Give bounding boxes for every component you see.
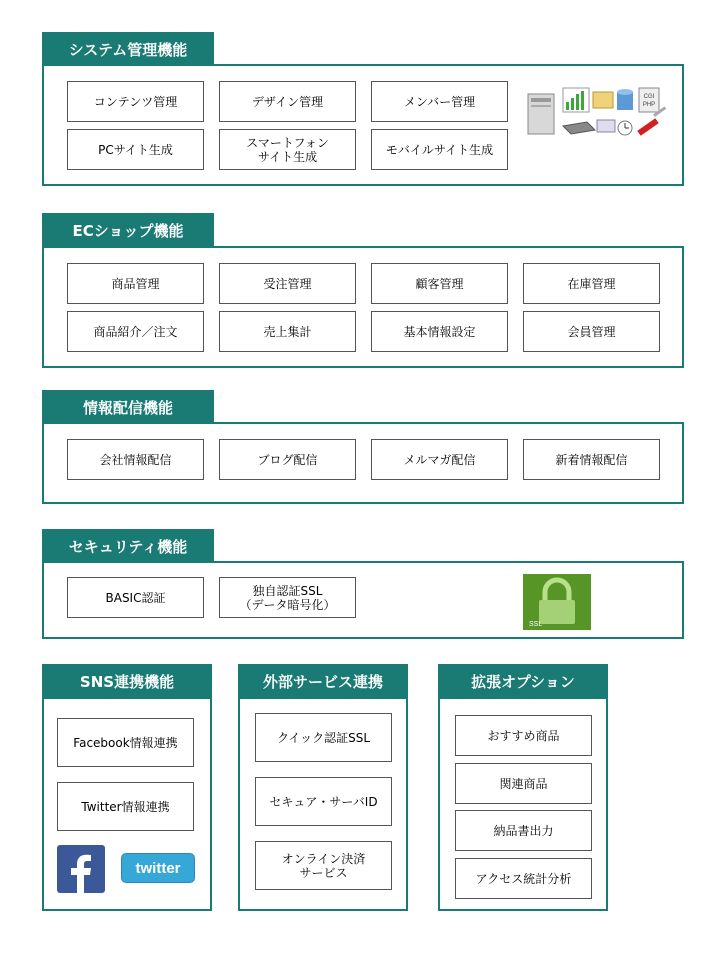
twitter-logo-text: twitter — [135, 859, 181, 877]
options-item-related: 関連商品 — [455, 763, 592, 804]
ec-item-product: 商品管理 — [67, 263, 204, 304]
chart-icon — [563, 88, 589, 112]
folder-icon — [593, 92, 613, 108]
ec-item-order: 受注管理 — [219, 263, 356, 304]
ec-section-title: ECショップ機能 — [42, 213, 214, 247]
laptop-icon — [563, 122, 595, 134]
external-item-quick-ssl: クイック認証SSL — [255, 713, 392, 762]
info-item-news: 新着情報配信 — [523, 439, 660, 480]
info-item-company: 会社情報配信 — [67, 439, 204, 480]
ssl-lock-icon — [523, 574, 591, 630]
sns-section-title: SNS連携機能 — [42, 664, 212, 698]
options-item-recommended: おすすめ商品 — [455, 715, 592, 756]
security-item-basic-auth: BASIC認証 — [67, 577, 204, 618]
twitter-logo — [121, 853, 195, 883]
system-item-contents: コンテンツ管理 — [67, 81, 204, 122]
system-item-pc-site: PCサイト生成 — [67, 129, 204, 170]
ec-item-stock: 在庫管理 — [523, 263, 660, 304]
info-item-blog: ブログ配信 — [219, 439, 356, 480]
system-item-mobile-site: モバイルサイト生成 — [371, 129, 508, 170]
ec-item-membership: 会員管理 — [523, 311, 660, 352]
system-item-member: メンバー管理 — [371, 81, 508, 122]
cgi-php-icon — [639, 88, 659, 112]
info-section-title: 情報配信機能 — [42, 390, 214, 424]
options-section-title: 拡張オプション — [438, 664, 608, 698]
ec-item-basic-info: 基本情報設定 — [371, 311, 508, 352]
ec-item-customer: 顧客管理 — [371, 263, 508, 304]
info-item-mailmag: メルマガ配信 — [371, 439, 508, 480]
sns-item-facebook: Facebook情報連携 — [57, 718, 194, 767]
system-item-design: デザイン管理 — [219, 81, 356, 122]
options-item-access-stats: アクセス統計分析 — [455, 858, 592, 899]
facebook-icon — [57, 845, 105, 893]
sns-item-twitter: Twitter情報連携 — [57, 782, 194, 831]
svg-text:CGI: CGI — [643, 94, 655, 100]
server-icon — [528, 94, 554, 134]
svg-text:PHP: PHP — [642, 102, 656, 108]
system-item-smartphone-site: スマートフォン サイト生成 — [219, 129, 356, 170]
svg-text:SSL: SSL — [529, 621, 543, 628]
external-item-secure-server-id: セキュア・サーバID — [255, 777, 392, 826]
ec-item-product-intro: 商品紹介／注文 — [67, 311, 204, 352]
security-section-title: セキュリティ機能 — [42, 529, 214, 563]
database-icon — [617, 89, 633, 110]
security-item-ssl: 独自認証SSL （データ暗号化） — [219, 577, 356, 618]
options-item-delivery-slip: 納品書出力 — [455, 810, 592, 851]
network-icon — [597, 120, 615, 132]
system-tools-illustration — [525, 84, 675, 146]
external-section-title: 外部サービス連携 — [238, 664, 408, 698]
ec-item-sales: 売上集計 — [219, 311, 356, 352]
clock-icon — [618, 121, 632, 135]
external-item-online-payment: オンライン決済 サービス — [255, 841, 392, 890]
system-section-title: システム管理機能 — [42, 32, 214, 66]
